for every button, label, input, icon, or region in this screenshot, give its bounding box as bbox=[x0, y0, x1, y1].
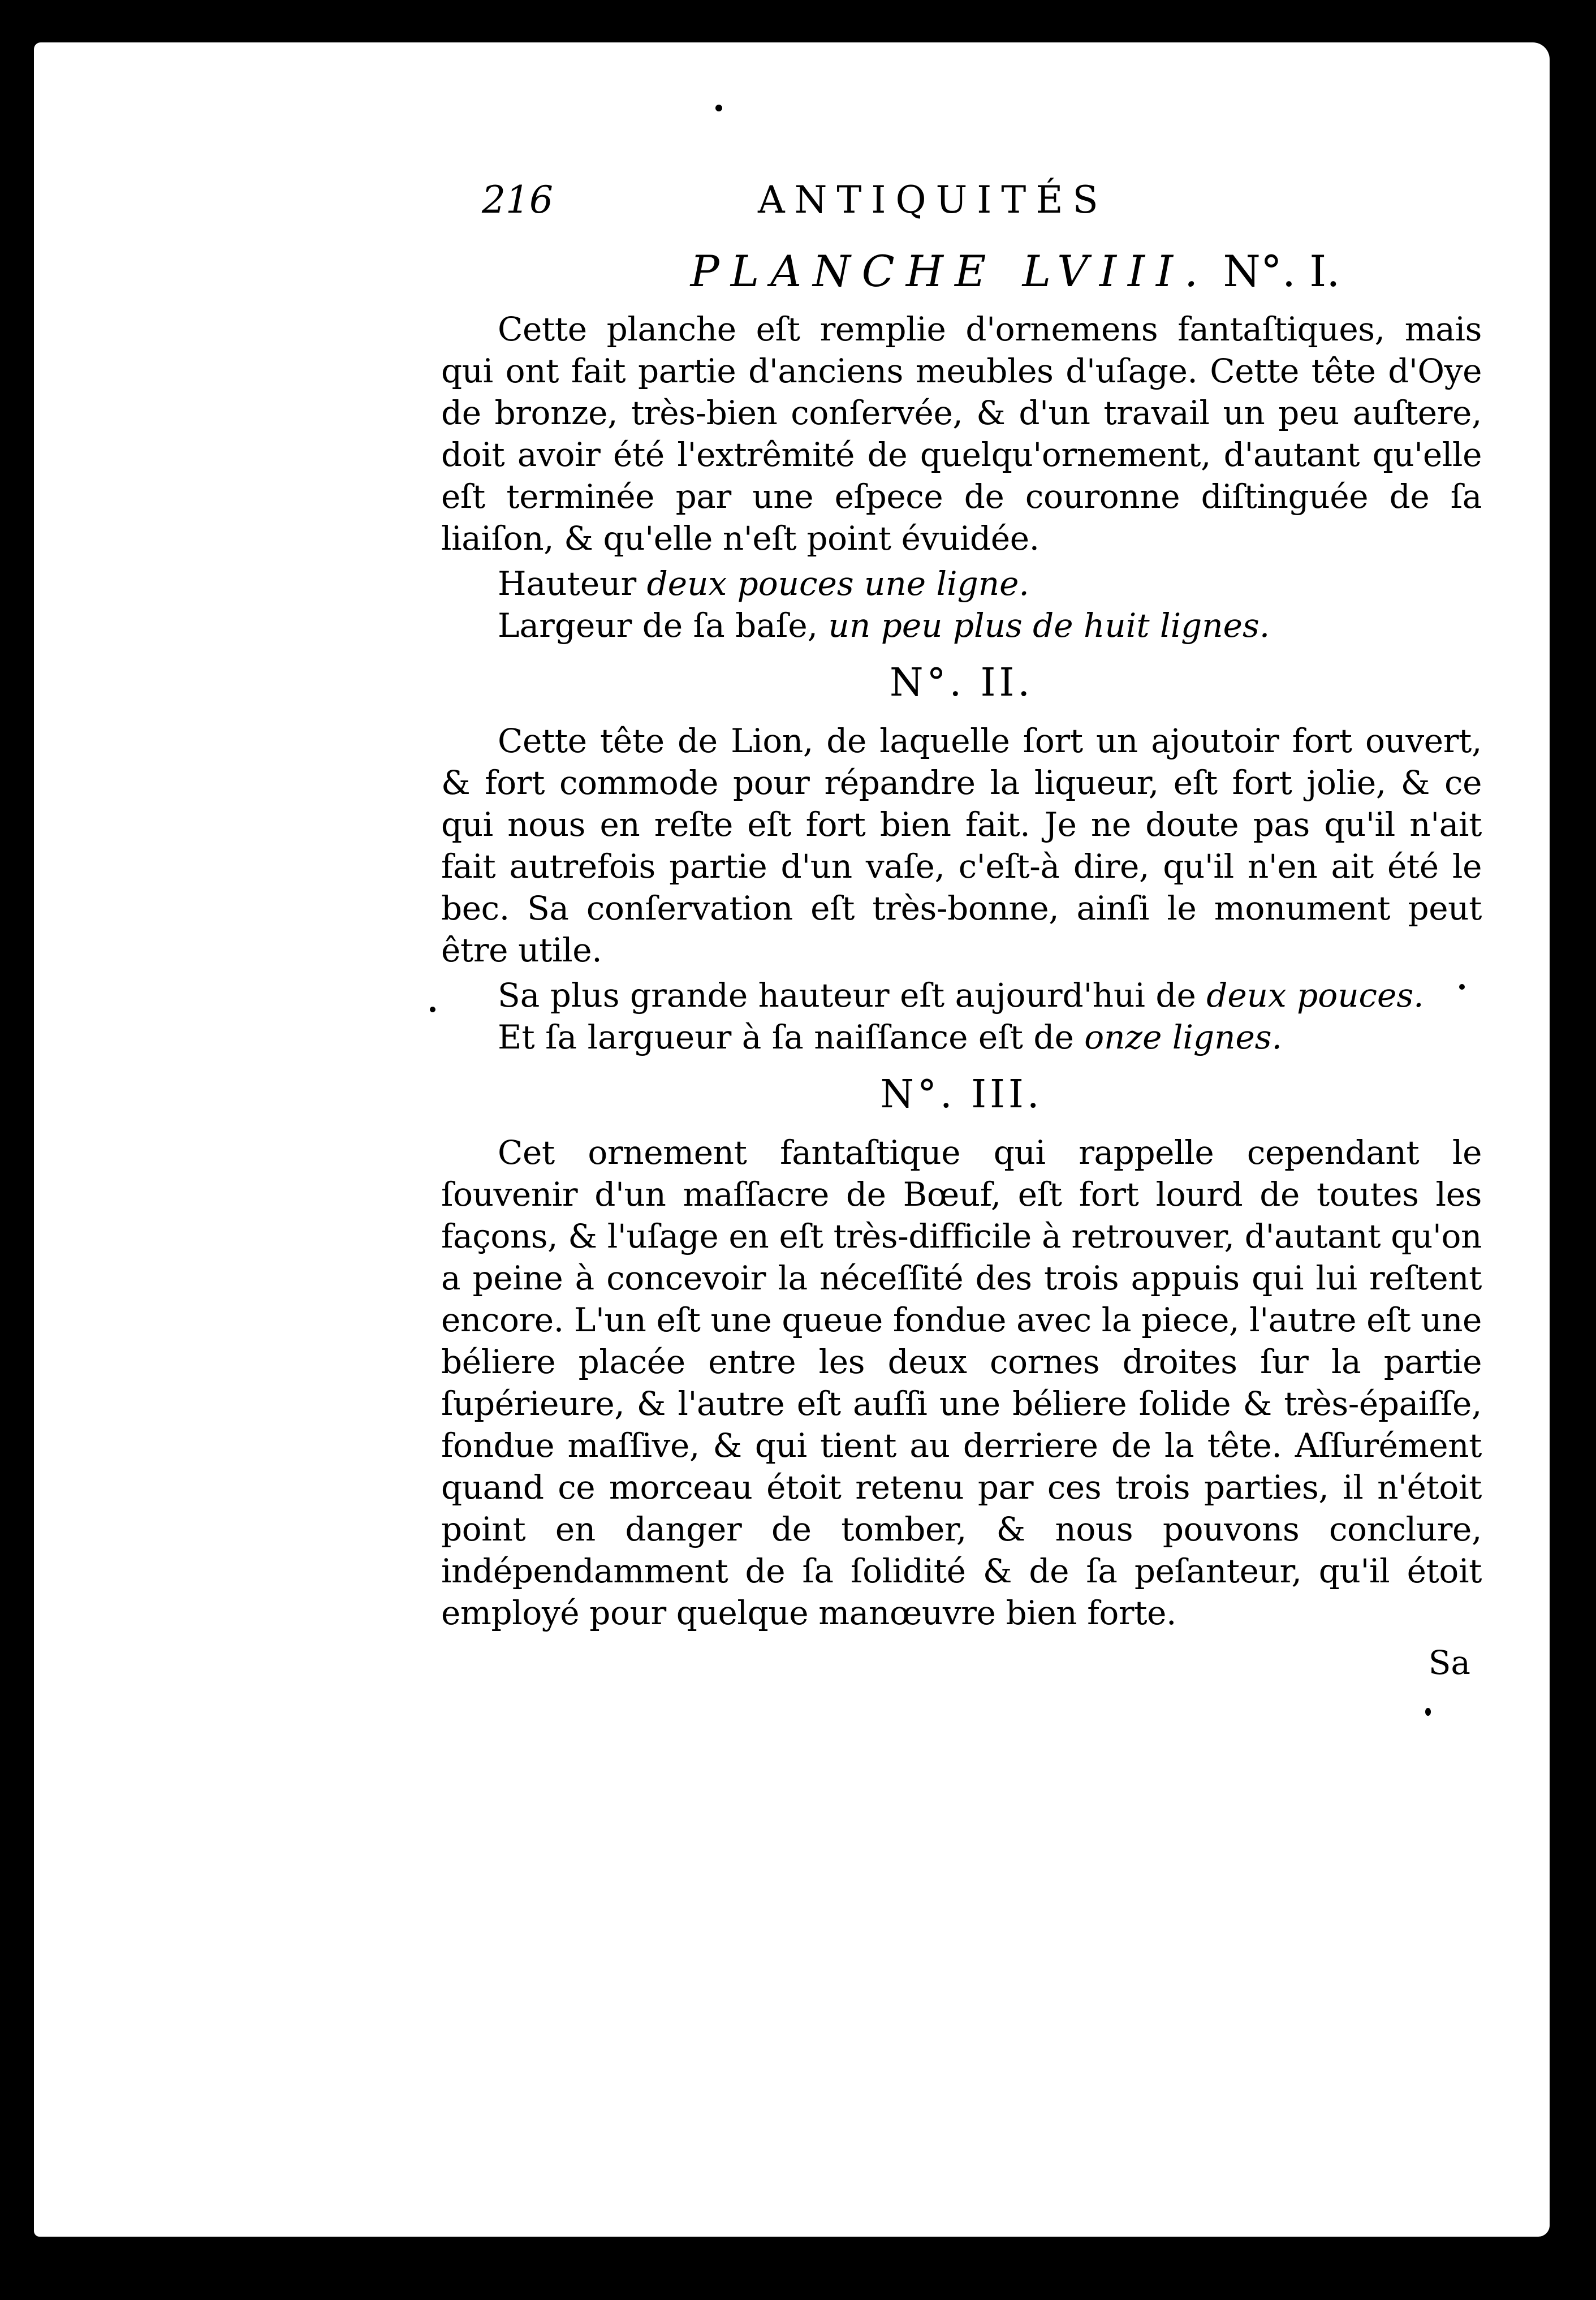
section-2-paragraph: Cette tête de Lion, de laquelle ſort un ajoutoir fort ouvert, & fort commode pour répandre la liqueur, eſt fort jolie, & ce qui nous en reſte eſt fort bien fait. Je ne doute pas qu'il n'ait fait autrefois partie d'un vaſe, c'eſt-à dire, qu'il n'en ait été le bec. Sa conſervation eſt très-bonne, ainſi le monument peut être utile. bbox=[441, 722, 1482, 969]
section-1-width bbox=[441, 605, 1482, 646]
running-title: ANTIQUITÉS bbox=[758, 178, 1108, 222]
ink-speck bbox=[430, 1007, 435, 1012]
plate-name: PLANCHE LVIII. bbox=[690, 246, 1210, 296]
section-2-height bbox=[441, 974, 1482, 1016]
section-1-height bbox=[441, 563, 1482, 605]
section-2-heading: N°. II. bbox=[889, 661, 1034, 705]
measure-label: Largeur de ſa baſe, bbox=[498, 606, 818, 645]
measure-label: Hauteur bbox=[498, 564, 637, 603]
book-page bbox=[34, 42, 1550, 2237]
section-1-paragraph: Cette planche eſt remplie d'ornemens fantaſtiques, mais qui ont fait partie d'anciens meubles d'uſage. Cette tête d'Oye de bronze, très-bien conſervée, & d'un travail un peu auſtere, doit avoir été l'extrêmité de quelqu'ornement, d'autant qu'elle eſt terminée par une eſpece de couronne diſtinguée de ſa liaiſon, & qu'elle n'eſt point évuidée. bbox=[441, 310, 1482, 558]
measure-label: Et ſa largueur à ſa naiſſance eſt de bbox=[498, 1018, 1074, 1056]
measure-label: Sa plus grande hauteur eſt aujourd'hui de bbox=[498, 976, 1196, 1015]
section-3-heading: N°. III. bbox=[880, 1072, 1043, 1117]
section-2-width bbox=[441, 1016, 1482, 1058]
measure-value: un peu plus de huit lignes. bbox=[828, 606, 1270, 645]
measure-value: onze lignes. bbox=[1084, 1018, 1282, 1056]
ink-speck bbox=[715, 105, 722, 111]
page-content bbox=[441, 178, 1482, 1688]
page-number: 216 bbox=[482, 178, 553, 222]
ink-speck bbox=[1425, 1708, 1431, 1716]
section-3-paragraph: Cet ornement fantaſtique qui rappelle cependant le ſouvenir d'un maſſacre de Bœuf, eſt fort lourd de toutes les façons, & l'uſage en eſt très-difficile à retrouver, d'autant qu'on a peine à concevoir la néceſſité des trois appuis qui lui reſtent encore. L'un eſt une queue fondue avec la piece, l'autre eſt une béliere placée entre les deux cornes droites ſur la partie ſupérieure, & l'autre eſt auſſi une béliere ſolide & très-épaiſſe, fondue maſſive, & qui tient au derriere de la tête. Aſſurément quand ce morceau étoit retenu par ces trois parties, il n'étoit point en danger de tomber, & nous pouvons conclure, indépendamment de ſa ſolidité & de ſa peſanteur, qu'il étoit employé pour quelque manœuvre bien forte. bbox=[441, 1133, 1482, 1632]
running-head bbox=[441, 178, 1482, 246]
plate-number: N°. I. bbox=[1223, 246, 1340, 296]
measure-value: deux pouces. bbox=[1206, 976, 1424, 1015]
plate-title bbox=[549, 246, 1482, 308]
catchword: Sa bbox=[1428, 1643, 1470, 1682]
measure-value: deux pouces une ligne. bbox=[646, 564, 1029, 603]
